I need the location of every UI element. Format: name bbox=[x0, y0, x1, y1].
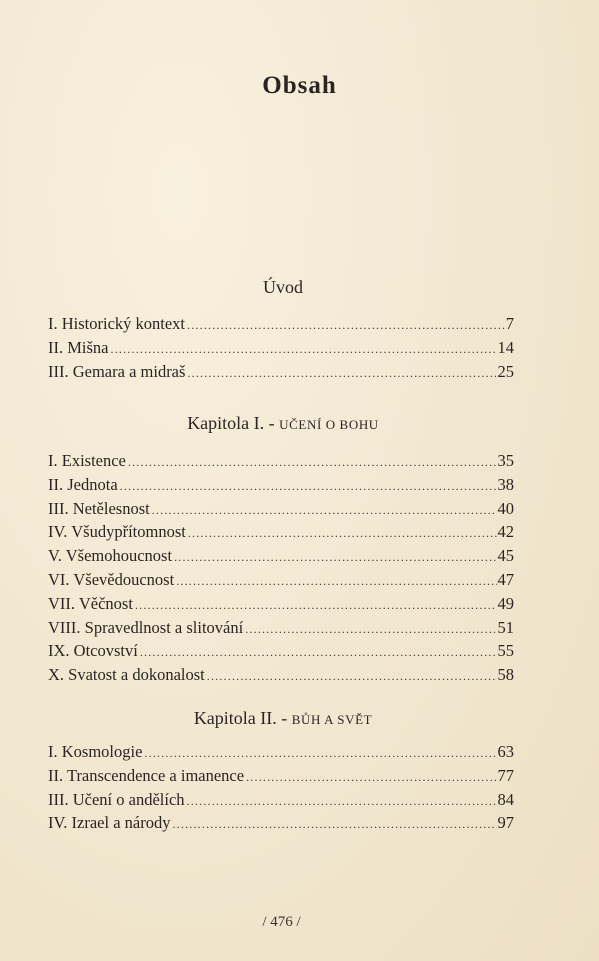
dot-leader bbox=[152, 499, 497, 521]
toc-entry[interactable] bbox=[48, 360, 514, 384]
toc-entry[interactable] bbox=[48, 616, 514, 640]
section-heading-caps: UČENÍ O BOHU bbox=[279, 417, 379, 432]
toc-entry[interactable] bbox=[48, 788, 514, 812]
toc-entry[interactable] bbox=[48, 568, 514, 592]
toc-entry-label: VI. Vševědoucnost bbox=[48, 569, 175, 589]
toc-entry-label: IV. Izrael a národy bbox=[48, 813, 171, 833]
toc-entry-page: 38 bbox=[497, 474, 514, 494]
toc-entry-page: 63 bbox=[497, 742, 514, 761]
toc-entry-page: 25 bbox=[497, 361, 514, 381]
section-heading-text: Kapitola II. - bbox=[193, 708, 292, 728]
toc-entry-page: 40 bbox=[497, 498, 514, 518]
toc-entry-page: 45 bbox=[497, 546, 514, 566]
toc-entry[interactable] bbox=[48, 544, 514, 568]
page-title: Obsah bbox=[262, 72, 337, 99]
dot-leader bbox=[207, 665, 497, 687]
toc-entry[interactable] bbox=[48, 520, 514, 544]
dot-leader bbox=[188, 522, 497, 544]
toc-entry-label: IV. Všudypřítomnost bbox=[48, 522, 186, 542]
toc-entry-label: II. Jednota bbox=[48, 474, 118, 494]
dot-leader bbox=[111, 338, 497, 360]
section-heading-caps: BŮH A SVĚT bbox=[291, 712, 373, 727]
toc-entry-page: 49 bbox=[497, 593, 514, 613]
toc-entry[interactable] bbox=[48, 811, 514, 835]
dot-leader bbox=[135, 594, 497, 616]
toc-entry-page: 35 bbox=[497, 451, 514, 470]
toc-entry[interactable] bbox=[48, 740, 514, 764]
dot-leader bbox=[187, 790, 497, 812]
toc-list-kapitola-2 bbox=[48, 740, 514, 835]
toc-entry-label: IX. Otcovství bbox=[48, 641, 138, 661]
dot-leader bbox=[176, 570, 496, 592]
toc-entry-label: I. Existence bbox=[48, 451, 126, 470]
dot-leader bbox=[245, 618, 496, 640]
section-heading-kapitola-2 bbox=[0, 708, 566, 729]
toc-entry-label: III. Gemara a midraš bbox=[48, 361, 186, 381]
toc-list-uvod bbox=[48, 312, 514, 383]
toc-entry-label: V. Všemohoucnost bbox=[48, 546, 173, 566]
toc-entry[interactable] bbox=[48, 497, 514, 521]
toc-entry-label: I. Historický kontext bbox=[48, 314, 186, 333]
toc-entry[interactable] bbox=[48, 764, 514, 788]
dot-leader bbox=[140, 641, 497, 663]
toc-entry-page: 51 bbox=[497, 617, 514, 637]
toc-list-kapitola-1 bbox=[48, 449, 514, 687]
toc-entry[interactable] bbox=[48, 639, 514, 663]
section-heading-text: Kapitola I. - bbox=[187, 413, 280, 433]
toc-entry-page: 77 bbox=[497, 765, 514, 785]
toc-entry[interactable] bbox=[48, 312, 514, 336]
dot-leader bbox=[187, 362, 496, 384]
page-number-footer: / 476 / bbox=[262, 914, 301, 930]
toc-entry-page: 42 bbox=[497, 522, 514, 542]
section-heading-kapitola-1 bbox=[0, 413, 566, 434]
section-heading-text: Úvod bbox=[263, 277, 303, 297]
toc-entry[interactable] bbox=[48, 592, 514, 616]
toc-entry-label: III. Učení o andělích bbox=[48, 789, 185, 809]
toc-entry-page: 97 bbox=[497, 813, 514, 833]
toc-entry-page: 7 bbox=[505, 314, 514, 333]
toc-entry-label: II. Transcendence a imanence bbox=[48, 765, 245, 785]
toc-entry[interactable] bbox=[48, 473, 514, 497]
toc-entry-label: I. Kosmologie bbox=[48, 742, 143, 761]
toc-entry-page: 14 bbox=[497, 337, 514, 357]
toc-entry-page: 55 bbox=[497, 641, 514, 661]
toc-entry-label: III. Netělesnost bbox=[48, 498, 150, 518]
toc-entry-page: 58 bbox=[497, 665, 514, 685]
toc-entry[interactable] bbox=[48, 449, 514, 473]
toc-entry-label: II. Mišna bbox=[48, 337, 109, 357]
toc-entry-page: 84 bbox=[497, 789, 514, 809]
toc-entry[interactable] bbox=[48, 663, 514, 687]
dot-leader bbox=[120, 475, 497, 497]
dot-leader bbox=[128, 451, 497, 473]
toc-entry-page: 47 bbox=[497, 569, 514, 589]
dot-leader bbox=[187, 314, 505, 336]
dot-leader bbox=[172, 813, 496, 835]
toc-entry-label: VII. Věčnost bbox=[48, 593, 133, 613]
toc-entry[interactable] bbox=[48, 336, 514, 360]
section-heading-uvod bbox=[0, 277, 566, 298]
dot-leader bbox=[174, 546, 496, 568]
toc-entry-label: X. Svatost a dokonalost bbox=[48, 665, 205, 685]
dot-leader bbox=[246, 766, 496, 788]
dot-leader bbox=[144, 742, 496, 764]
toc-entry-label: VIII. Spravedlnost a slitování bbox=[48, 617, 244, 637]
